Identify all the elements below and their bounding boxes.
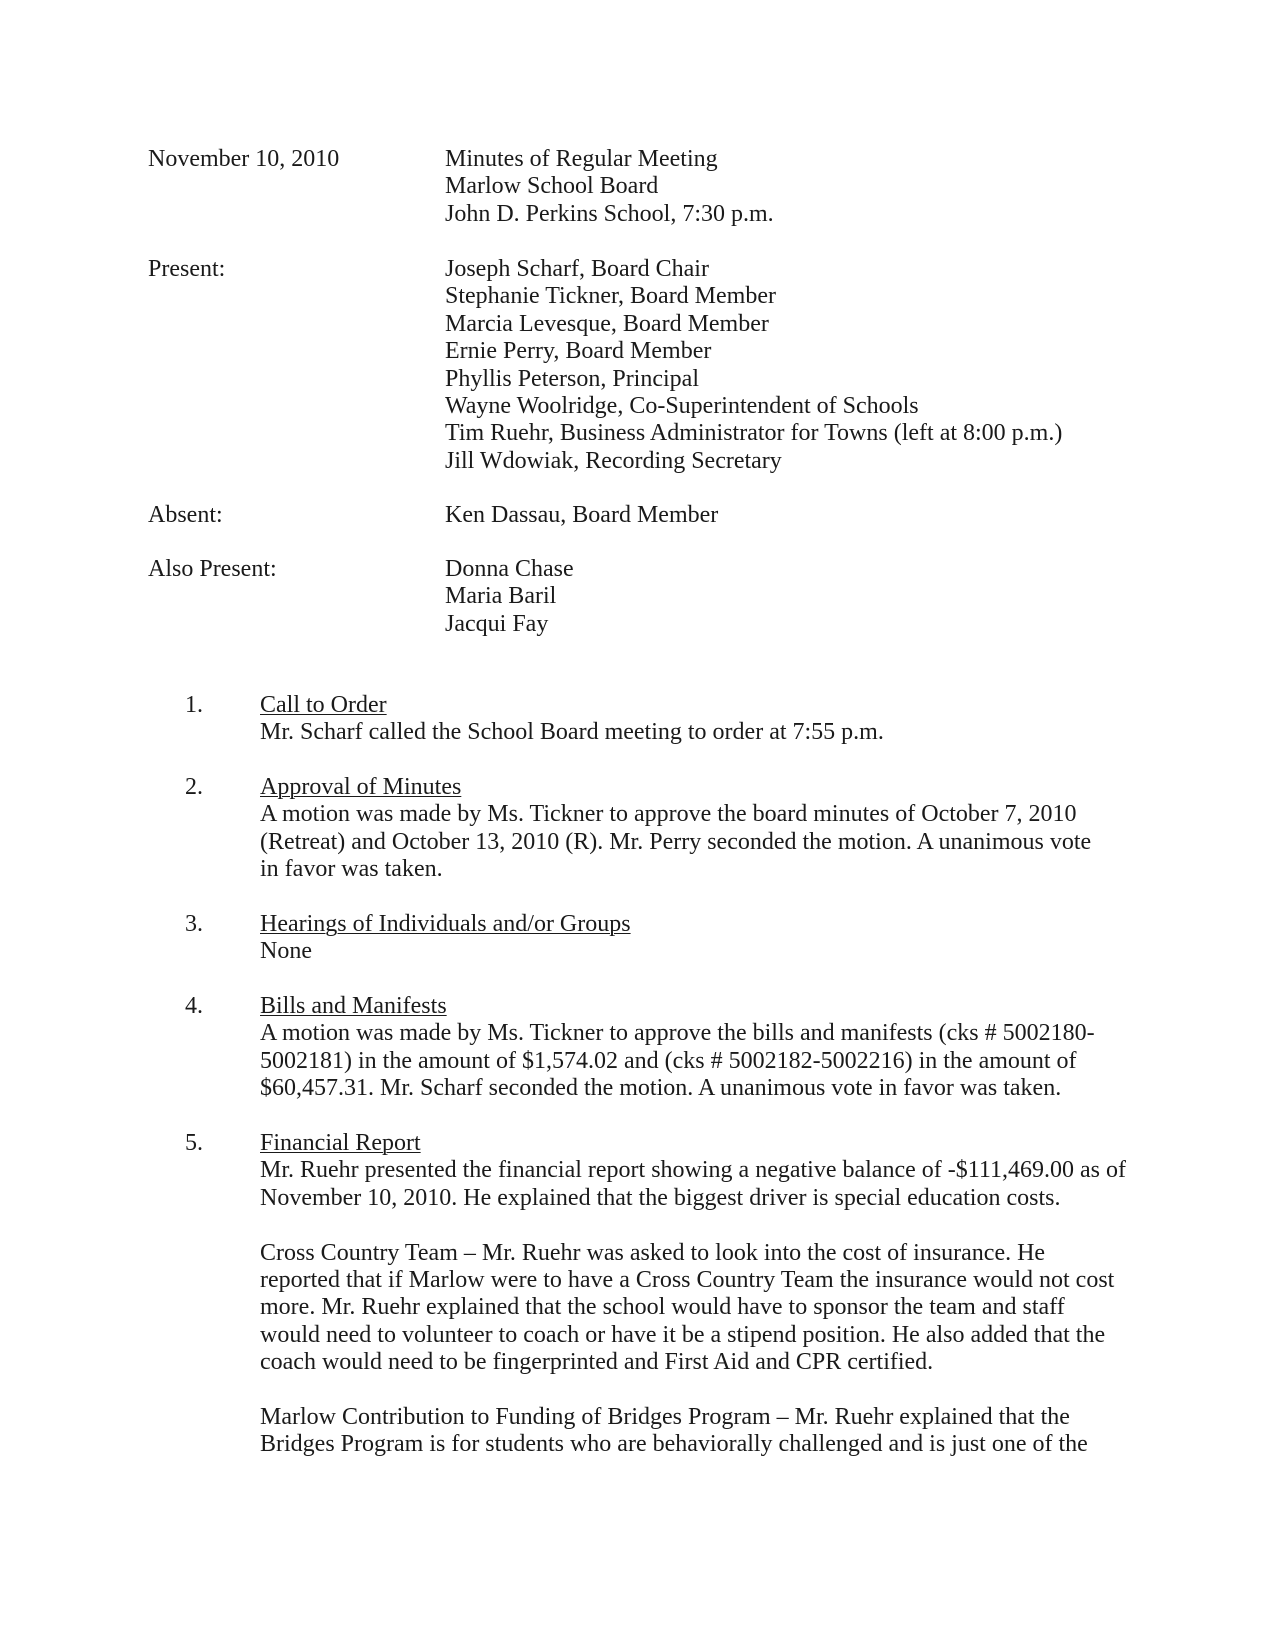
paragraph-line: Mr. Scharf called the School Board meeting to order at 7:55 p.m. [260,719,884,746]
item-title: Financial Report [260,1130,421,1156]
item-paragraph [260,801,1165,883]
paragraph-line: Marlow Contribution to Funding of Bridges Program – Mr. Ruehr explained that the [260,1404,1070,1431]
also-present-label: Also Present: [148,556,277,582]
paragraph-line: Cross Country Team – Mr. Ruehr was asked to look into the cost of insurance. He [260,1239,1046,1266]
item-number: 5. [185,1130,203,1156]
attendee-name: Ernie Perry, Board Member [445,338,712,365]
item-paragraph [260,938,1165,965]
paragraph-line: coach would need to be fingerprinted and First Aid and CPR certified. [260,1349,934,1376]
also-present-list [445,556,1145,638]
item-paragraph [260,1404,1165,1459]
item-title: Approval of Minutes [260,774,462,800]
paragraph-line: (Retreat) and October 13, 2010 (R). Mr. Perry seconded the motion. A unanimous vote [260,828,1092,855]
paragraph-line: A motion was made by Ms. Tickner to approve the bills and manifests (cks # 5002180- [260,1020,1095,1047]
guest-name: Maria Baril [445,583,557,610]
paragraph-line: Bridges Program is for students who are behaviorally challenged and is just one of the [260,1431,1088,1458]
attendee-name: Marcia Levesque, Board Member [445,310,769,337]
attendee-name: Stephanie Tickner, Board Member [445,283,776,310]
item-number: 4. [185,993,203,1019]
paragraph-line: would need to volunteer to coach or have it be a stipend position. He also added that the [260,1321,1106,1348]
absent-label: Absent: [148,502,223,528]
item-body [260,911,1165,966]
meeting-title-line: Marlow School Board [445,173,659,200]
guest-name: Jacqui Fay [445,610,549,637]
item-paragraph [260,719,1165,746]
item-paragraph [260,1157,1165,1212]
attendee-name: Phyllis Peterson, Principal [445,365,699,392]
guest-name: Donna Chase [445,556,574,582]
present-list [445,256,1145,475]
paragraph-line: $60,457.31. Mr. Scharf seconded the motion. A unanimous vote in favor was taken. [260,1075,1062,1102]
absentee-name: Ken Dassau, Board Member [445,502,719,528]
item-number: 1. [185,692,203,718]
paragraph-line: reported that if Marlow were to have a Cross Country Team the insurance would not cost [260,1267,1115,1294]
item-body [260,774,1165,884]
meeting-title-line: Minutes of Regular Meeting [445,146,718,172]
meeting-date: November 10, 2010 [148,146,340,172]
item-title: Hearings of Individuals and/or Groups [260,911,631,937]
attendee-name: Jill Wdowiak, Recording Secretary [445,447,782,474]
present-label: Present: [148,256,226,282]
attendee-name: Wayne Woolridge, Co-Superintendent of Schools [445,393,919,420]
paragraph-line: A motion was made by Ms. Tickner to approve the board minutes of October 7, 2010 [260,801,1077,828]
paragraph-line: 5002181) in the amount of $1,574.02 and (cks # 5002182-5002216) in the amount of [260,1047,1077,1074]
paragraph-line: more. Mr. Ruehr explained that the school would have to sponsor the team and staff [260,1294,1065,1321]
paragraph-line: November 10, 2010. He explained that the biggest driver is special education costs. [260,1184,1061,1211]
item-body [260,1130,1165,1459]
item-title: Bills and Manifests [260,993,447,1019]
item-body [260,692,1165,747]
item-number: 3. [185,911,203,937]
item-paragraph [260,1240,1165,1377]
attendee-name: Tim Ruehr, Business Administrator for Towns (left at 8:00 p.m.) [445,420,1063,447]
item-number: 2. [185,774,203,800]
paragraph-line: None [260,938,312,965]
absent-list [445,502,1145,529]
item-title: Call to Order [260,692,387,718]
meeting-title-block [445,146,1145,228]
item-body [260,993,1165,1103]
paragraph-line: Mr. Ruehr presented the financial report showing a negative balance of -$111,469.00 as of [260,1157,1126,1184]
attendee-name: Joseph Scharf, Board Chair [445,256,709,282]
paragraph-line: in favor was taken. [260,856,443,883]
item-paragraph [260,1020,1165,1102]
meeting-title-line: John D. Perkins School, 7:30 p.m. [445,200,774,227]
